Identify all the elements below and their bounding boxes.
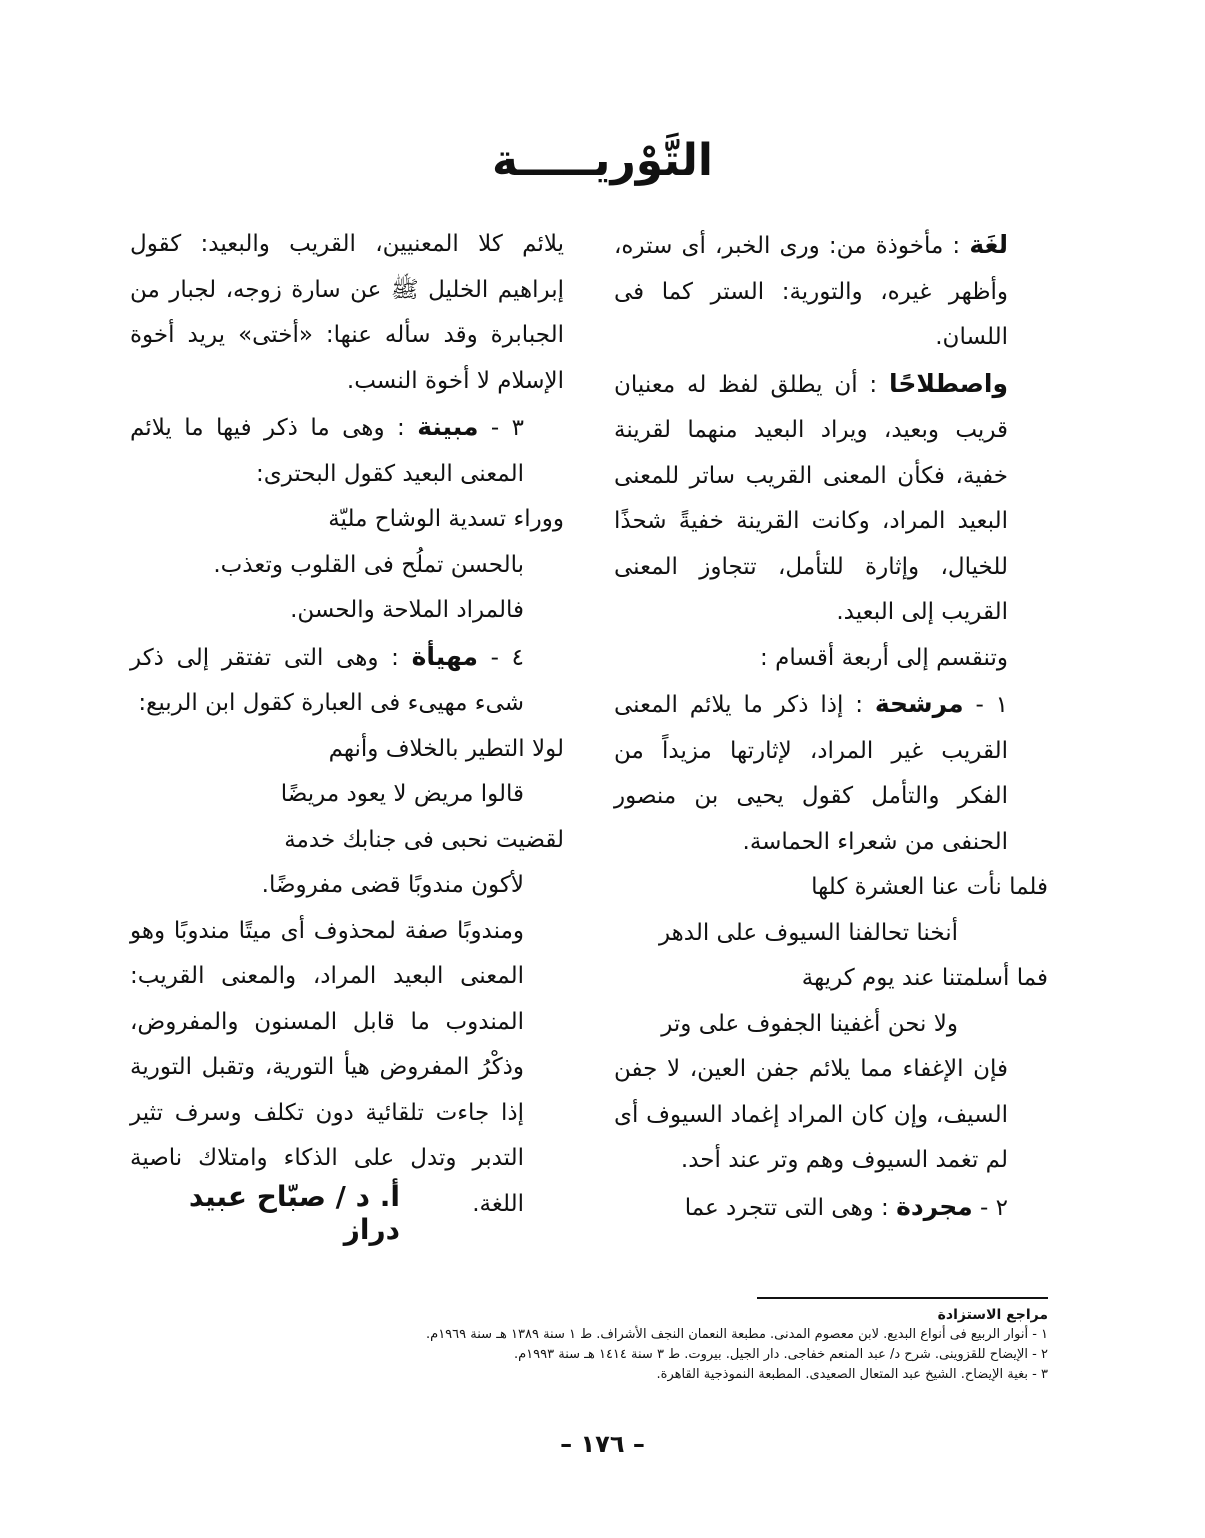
keyword-mujarrada: مجردة: [896, 1191, 973, 1221]
keyword-lugha: لغَة: [969, 230, 1008, 259]
verse-line: لولا التطير بالخلاف وأنهم: [328, 735, 564, 762]
paragraph-muhayya: [130, 634, 564, 727]
paragraph-text: : إذا ذكر ما يلائم المعنى القريب غير المراد، لإثارتها مزيداً من الفكر والتأمل كقول يحيى بن منصور الحنفى من شعراء الحماسة.: [614, 692, 1008, 855]
paragraph-continuation: يلائم كلا المعنيين، القريب والبعيد: كقول إبراهيم الخليل ﷺ عن سارة زوجه، لجبار من الجبابرة وقد سأله عنها: «أختى» يريد أخوة الإسلام لا أخوة النسب.: [130, 231, 564, 394]
verse-line: لأكون مندوبًا قضى مفروضًا.: [261, 872, 524, 898]
paragraph-meaning: فالمراد الملاحة والحسن.: [290, 597, 524, 623]
paragraph-explanation: ومندوبًا صفة لمحذوف أى ميتًا مندوبًا وهو المعنى البعيد المراد، والمعنى القريب: المندوب ما قابل المسنون والمفروض، وذكْرُ المفروض هيأ التورية، وتقبل التورية إذا جاءت تلقائية دون تكلف وسرف تثير التدبر وتدل على الذكاء وامتلاك ناصية اللغة.: [130, 917, 524, 1217]
paragraph-mubayyina: [130, 404, 564, 497]
paragraph-text: : وهى التى تفتقر إلى ذكر شىء مهيىء فى العبارة كقول ابن الربيع:: [130, 644, 524, 716]
paragraph-text: : وهى ما ذكر فيها ما يلائم المعنى البعيد كقول البحترى:: [130, 415, 524, 487]
verse-line: أنخنا تحالفنا السيوف على الدهر: [658, 919, 958, 946]
reference-item: ١ - أنوار الربيع فى أنواع البديع. لابن معصوم المدنى. مطبعة النعمان النجف الأشراف. ط ١ سنة ١٣٨٩ هـ سنة ١٩٦٩م.: [426, 1327, 1048, 1342]
keyword-mubayyina: مبينة: [417, 412, 479, 441]
item-number: ١ -: [963, 692, 1009, 718]
paragraph-divisions: وتنقسم إلى أربعة أقسام :: [760, 644, 1008, 671]
paragraph-text: : مأخوذة من: ورى الخبر، أى ستره، وأظهر غيره، والتورية: الستر كما فى اللسان.: [614, 233, 1008, 350]
item-number: ٣ -: [478, 415, 525, 441]
verse-line: لقضيت نحبى فى جنابك خدمة: [284, 826, 564, 853]
paragraph-explanation: فإن الإغفاء مما يلائم جفن العين، لا جفن السيف، وإن كان المراد إغماد السيوف أى لم تغمد السيوف وهم وتر عند أحد.: [614, 1056, 1008, 1173]
reference-item: ٢ - الإيضاح للقزوينى. شرح د/ عبد المنعم خفاجى. دار الجيل. بيروت. ط ٣ سنة ١٤١٤ هـ سنة ١٩٩٣م.: [513, 1347, 1048, 1362]
right-column: [614, 222, 1048, 1231]
keyword-istilah: واصطلاحًا: [888, 368, 1008, 398]
verse-line: فلما نأت عنا العشرة كلها: [811, 874, 1048, 900]
keyword-muhayya: مهيأة: [411, 641, 478, 671]
item-number: ٢ -: [972, 1194, 1008, 1221]
paragraph-istilah: [614, 361, 1048, 636]
paragraph-murashaha: [614, 681, 1048, 865]
paragraph-text: : وهى التى تتجرد عما: [684, 1194, 897, 1221]
footnote-divider: [757, 1297, 1048, 1299]
verse-line: ووراء تسدية الوشاح مليّة: [328, 506, 564, 532]
verse-line: قالوا مريض لا يعود مريضًا: [280, 781, 524, 807]
page-number: – ١٧٦ –: [560, 1430, 645, 1458]
references: [300, 1305, 1048, 1385]
left-column: [130, 222, 564, 1227]
keyword-murashaha: مرشحة: [874, 689, 964, 718]
paragraph-text: : أن يطلق لفظ له معنيان قريب وبعيد، ويراد البعيد منهما لقرينة خفية، فكأن المعنى القريب ساتر للمعنى البعيد المراد، وكانت القرينة خفيةً شحذًا للخيال، وإثارة للتأمل، تتجاوز المعنى القريب إلى البعيد.: [614, 371, 1008, 625]
verse-line: بالحسن تملُح فى القلوب وتعذب.: [213, 551, 524, 578]
author-name: أ. د / صبّاح عبيد دراز: [188, 1180, 400, 1246]
paragraph-lugha: [614, 222, 1048, 361]
reference-item: ٣ - بغية الإيضاح. الشيخ عبد المتعال الصعيدى. المطبعة النموذجية القاهرة.: [656, 1367, 1048, 1382]
page-title: التَّوْريـــــة: [492, 135, 713, 186]
verse-line: ولا نحن أغفينا الجفوف على وتر: [661, 1010, 958, 1037]
references-heading: مراجع الاستزادة: [937, 1307, 1048, 1323]
verse-line: فما أسلمتنا عند يوم كريهة: [801, 965, 1048, 991]
paragraph-mujarrada: [614, 1184, 1048, 1232]
item-number: ٤ -: [477, 644, 524, 671]
